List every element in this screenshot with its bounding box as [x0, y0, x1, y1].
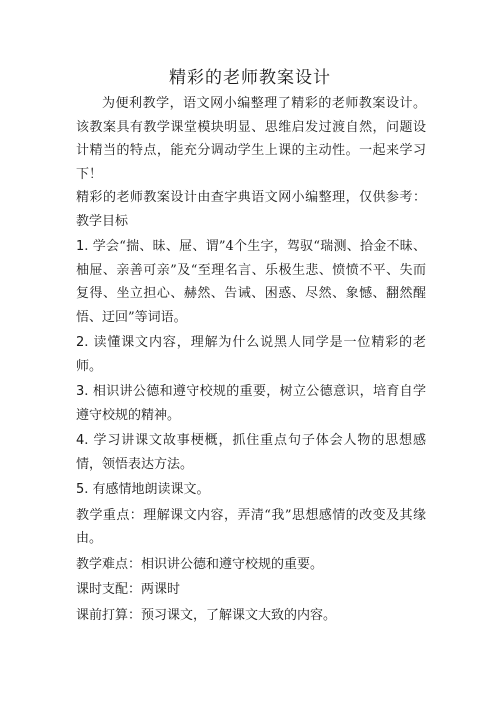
document-body [76, 92, 426, 627]
preparation: 课前打算：预习课文，了解课文大致的内容。 [76, 607, 337, 623]
intro-paragraph: 为便利教学，语文网小编整理了精彩的老师教案设计。该教案具有教学课堂模块明显、思维启发过渡自然，问题设计精当的特点，能充分调动学生上课的主动性。一起来学习下！ [76, 96, 426, 182]
goal-text: . 学习讲课文故事梗概，抓住重点句子体会人物的思想感情，领悟表达方法。 [76, 433, 426, 472]
source-note: 精彩的老师教案设计由查字典语文网小编整理，仅供参考：教学目标 [76, 190, 426, 229]
goal-number: 3 [76, 384, 85, 399]
goal-item-2 [76, 331, 426, 378]
goal-item-4 [76, 429, 426, 476]
document-title: 精彩的老师教案设计 [169, 68, 331, 88]
goal-text: . 读懂课文内容，理解为什么说黑人同学是一位精彩的老师。 [76, 335, 426, 374]
goal-number: 4 [76, 433, 85, 448]
goal-text: . 学会“揣、昧、屉、谓”4个生字，驾驭“瑞测、拾金不昧、柚屉、亲善可亲”及“至理名言、乐极生悲、愤愤不平、失而复得、坐立担心、赫然、告诫、困惑、尽然、象憾、翻然醒悟、迂回”等词语。 [76, 239, 426, 325]
goal-text: . 相识讲公德和遵守校规的重要，树立公德意识，培育自学遵守校规的精神。 [76, 384, 426, 423]
goal-number: 2 [76, 335, 85, 350]
goal-item-3 [76, 380, 426, 427]
goal-number: 1 [76, 239, 85, 254]
goal-number: 5 [76, 482, 85, 497]
goal-item-5 [76, 478, 426, 502]
difficulty: 教学难点：相识讲公德和遵守校规的重要。 [76, 556, 324, 572]
key-point: 教学重点：理解课文内容，弄清“我”思想感情的改变及其缘由。 [76, 507, 426, 546]
schedule: 课时支配：两课时 [76, 582, 181, 597]
goal-text: . 有感情地朗读课文。 [84, 482, 210, 497]
goal-item-1 [76, 235, 426, 329]
